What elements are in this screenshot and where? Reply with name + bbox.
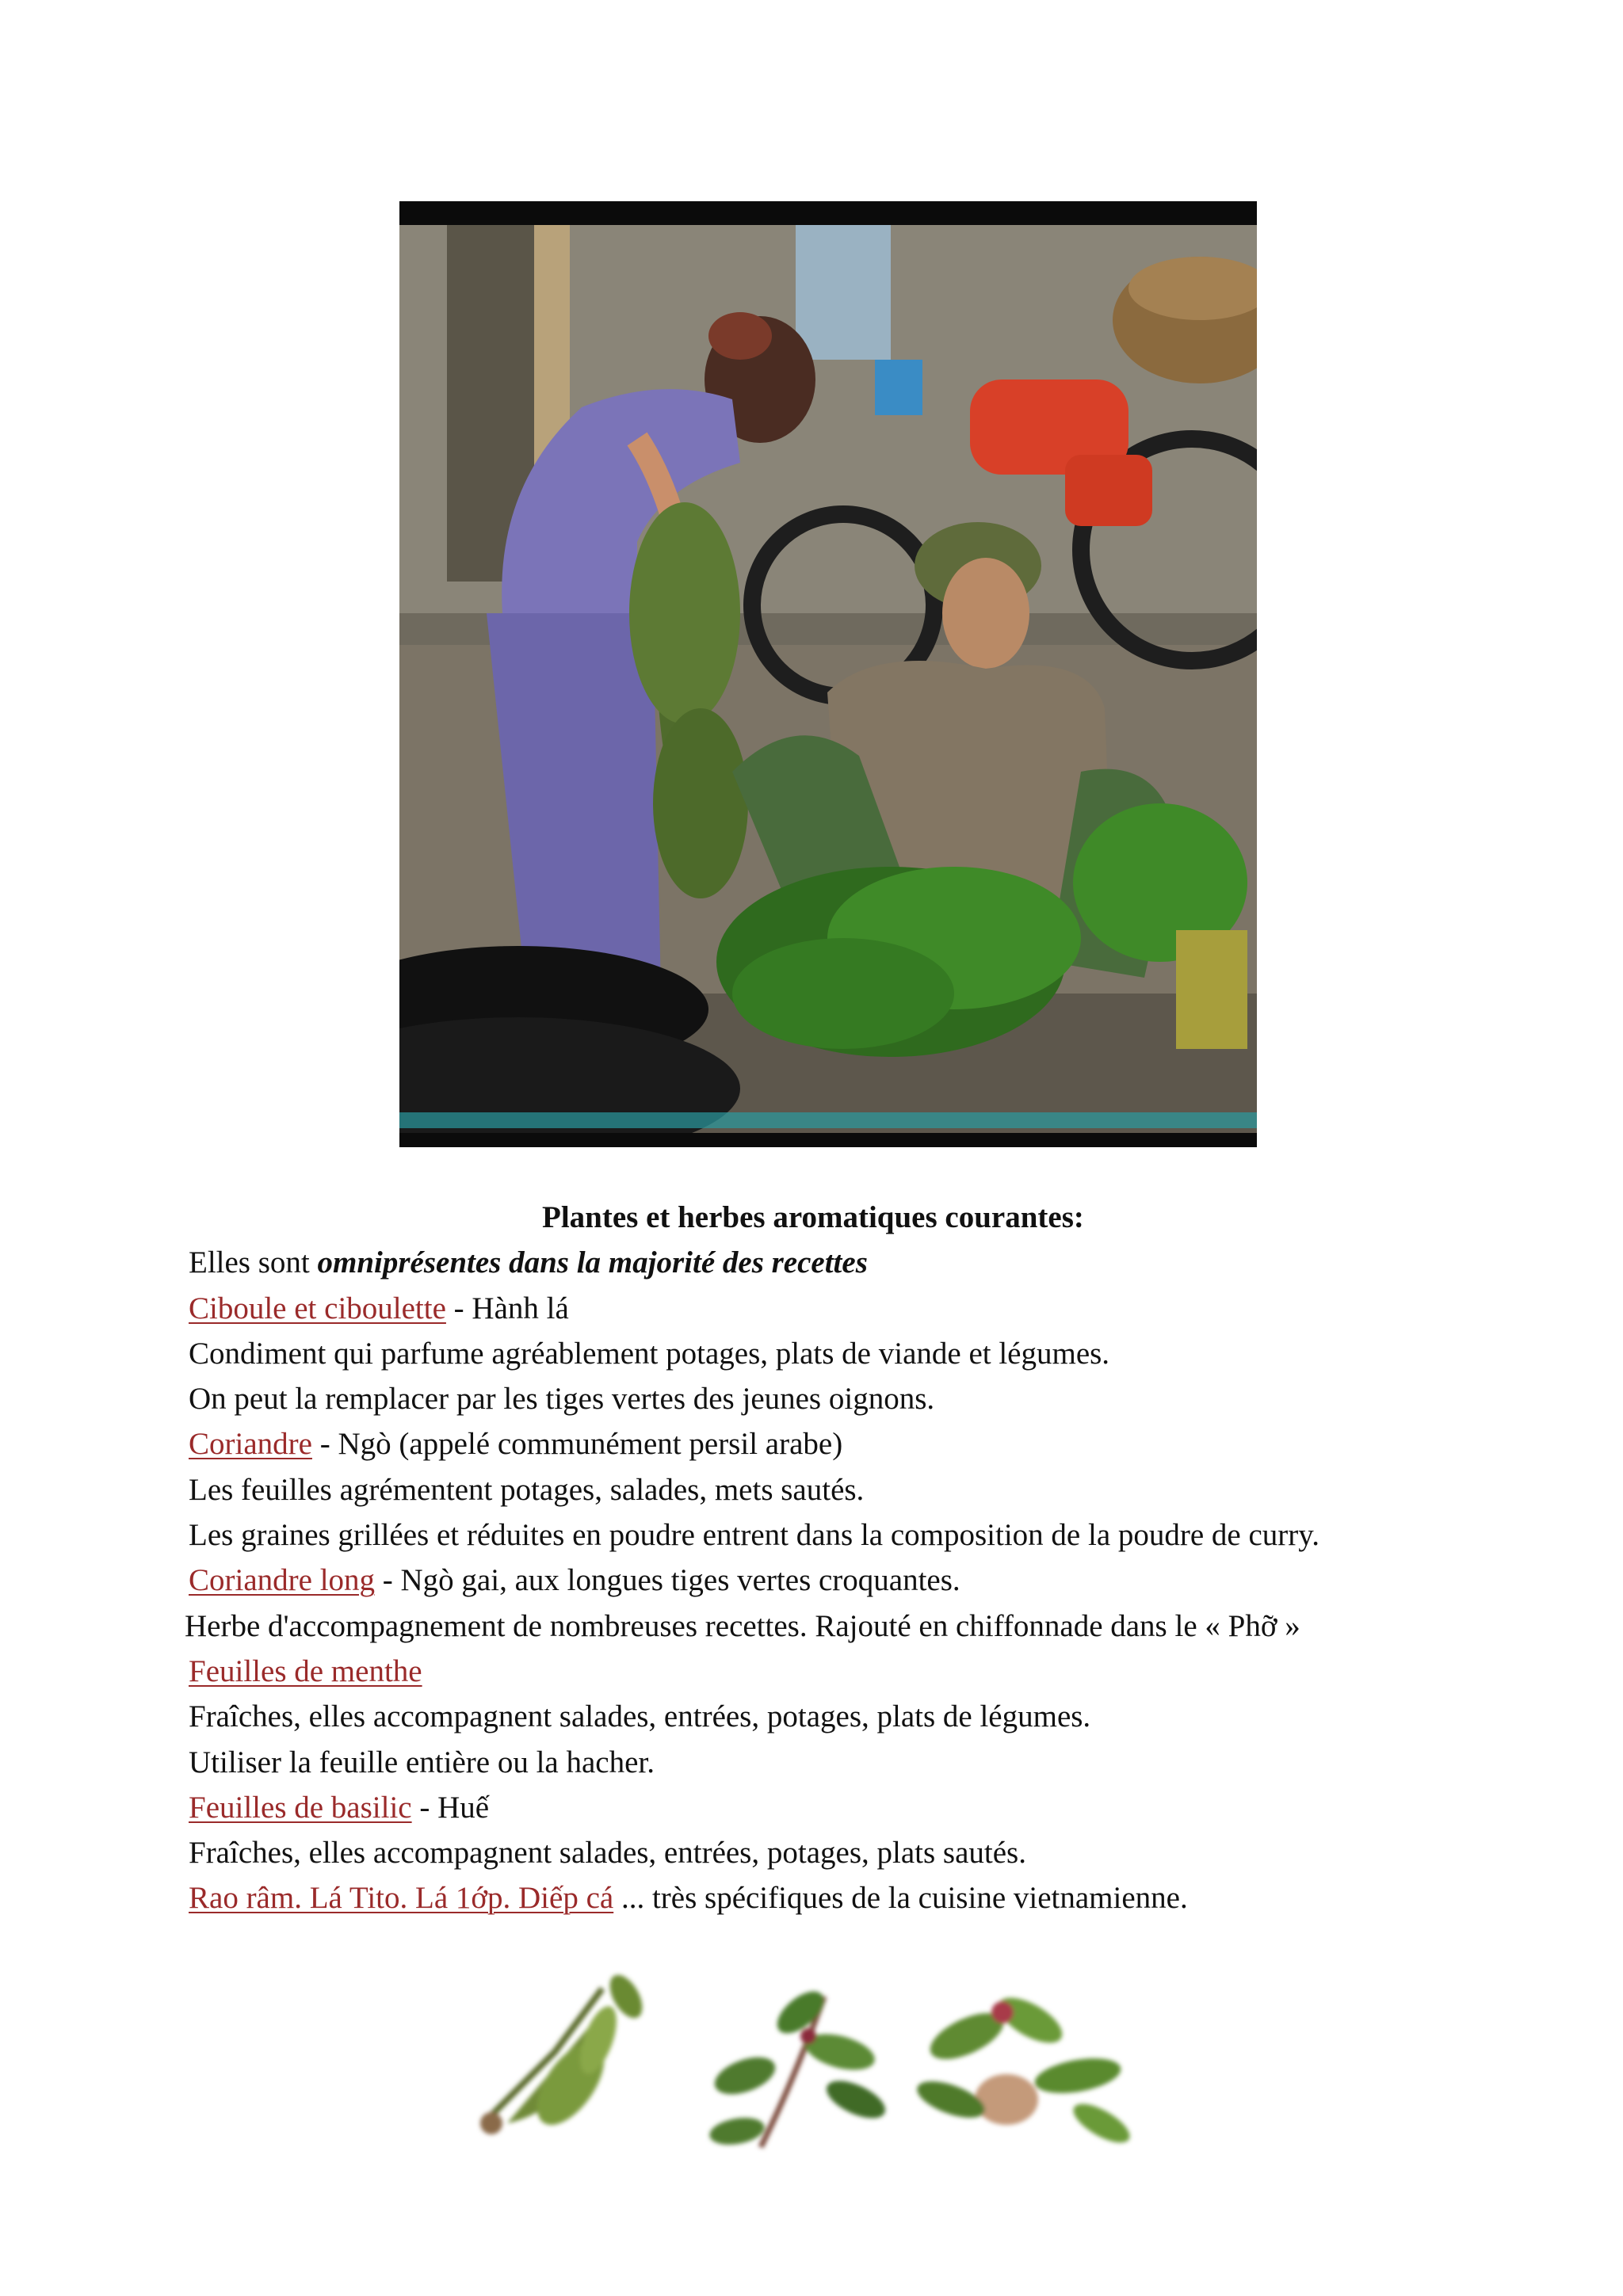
herb-menthe: [189, 1649, 1472, 1694]
intro-prefix: Elles sont: [189, 1245, 318, 1280]
sprig-middle: [708, 1984, 891, 2149]
page-title: Plantes et herbes aromatiques courantes:: [542, 1200, 1084, 1234]
text-line: Les graines grillées et réduites en poudre entrent dans la composition de la poudre de curry.: [189, 1518, 1319, 1553]
herb-ciboule: [189, 1286, 1472, 1331]
sprig-right: [913, 1989, 1136, 2150]
herb-coriandre: [189, 1421, 1472, 1466]
intro-line: [189, 1240, 1472, 1285]
text-line: Les feuilles agrémentent potages, salades, mets sautés.: [189, 1472, 865, 1507]
herb-coriandre-long: [189, 1558, 1472, 1603]
link-menthe[interactable]: Feuilles de menthe: [189, 1653, 422, 1688]
link-coriandre[interactable]: Coriandre: [189, 1427, 312, 1462]
herb-rao-ram-desc: ... très spécifiques de la cuisine vietnamienne.: [613, 1881, 1188, 1916]
market-photo: [399, 201, 1257, 1147]
herb-basilic: [189, 1785, 1472, 1830]
text-line: Condiment qui parfume agréablement potages, plats de viande et légumes.: [189, 1336, 1110, 1371]
text-line: Herbe d'accompagnement de nombreuses recettes. Rajouté en chiffonnade dans le « Phỡ »: [185, 1608, 1300, 1643]
herb-coriandre-desc: - Ngò (appelé communément persil arabe): [311, 1427, 843, 1462]
herb-ciboule-desc: - Hành lá: [445, 1291, 569, 1325]
sprig-left: [480, 1970, 649, 2136]
text-line: Fraîches, elles accompagnent salades, entrées, potages, plats sautés.: [189, 1836, 1026, 1871]
text-line: Fraîches, elles accompagnent salades, entrées, potages, plats de légumes.: [189, 1699, 1091, 1734]
herbs-article: [185, 1195, 1472, 1921]
intro-emphasis: omniprésentes dans la majorité des recettes: [317, 1245, 868, 1280]
text-line: On peut la remplacer par les tiges vertes des jeunes oignons.: [189, 1382, 935, 1417]
link-ciboule[interactable]: Ciboule et ciboulette: [189, 1291, 446, 1325]
herb-coriandre-long-desc: - Ngò gai, aux longues tiges vertes croquantes.: [375, 1563, 960, 1598]
herb-basilic-desc: - Huế: [411, 1790, 490, 1825]
link-rao-ram[interactable]: Rao râm. Lá Tito. Lá 1ớp. Diếp cá: [189, 1881, 614, 1916]
herb-rao-ram: [189, 1875, 1472, 1920]
link-basilic[interactable]: Feuilles de basilic: [189, 1790, 412, 1825]
link-coriandre-long[interactable]: Coriandre long: [189, 1563, 376, 1598]
text-line: Utiliser la feuille entière ou la hacher.: [189, 1745, 655, 1779]
herb-sprigs-image: [460, 1965, 1205, 2171]
